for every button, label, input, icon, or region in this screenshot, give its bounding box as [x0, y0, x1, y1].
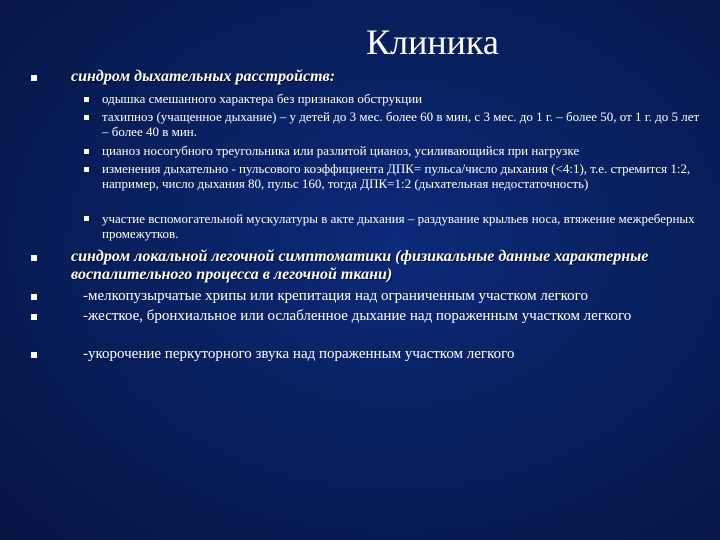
bullet-square-icon [84, 167, 89, 172]
sub-list-item: тахипноэ (учащенное дыхание) – у детей до 3 мес. более 60 в мин, с 3 мес. до 1 г. – более 50, от 1 г. до 5 лет – более 40 в мин. [102, 109, 700, 139]
bullet-square-icon [84, 216, 89, 221]
bullet-square-icon [31, 294, 37, 300]
bullet-square-icon [84, 97, 89, 102]
bullet-square-icon [31, 255, 37, 261]
list-item-heading: синдром локальной легочной симптоматики (физикальные данные характерные воспалительного процесса в легочной ткани) [71, 248, 649, 283]
sub-list-item: одышка смешанного характера без признаков обструкции [102, 91, 423, 106]
bullet-square-icon [31, 75, 37, 81]
list-item-heading: синдром дыхательных расстройств: [71, 68, 336, 85]
list-item: -мелкопузырчатые хрипы или крепитация над ограниченным участком легкого [83, 288, 588, 304]
bullet-square-icon [31, 314, 37, 320]
bullet-square-icon [31, 352, 37, 358]
list-item: -укорочение перкуторного звука над пораженным участком легкого [83, 346, 515, 362]
bullet-square-icon [84, 149, 89, 154]
list-item: -жесткое, бронхиальное или ослабленное дыхание над пораженным участком легкого [83, 308, 632, 324]
bullet-square-icon [84, 115, 89, 120]
sub-list-item: цианоз носогубного треугольника или разлитой цианоз, усиливающийся при нагрузке [102, 143, 580, 158]
sub-list-item: изменения дыхательно - пульсового коэффициента ДПК= пульса/число дыхания (<4:1), т.е. стремится 1:2, например, число дыхания 80, пульс 160, тогда ДПК=1:2 (дыхательная недостаточность) [102, 161, 691, 191]
slide-title: Клиника [366, 22, 499, 62]
sub-list-item: участие вспомогательной мускулатуры в акте дыхания – раздувание крыльев носа, втяжение межреберных промежутков. [102, 211, 695, 241]
